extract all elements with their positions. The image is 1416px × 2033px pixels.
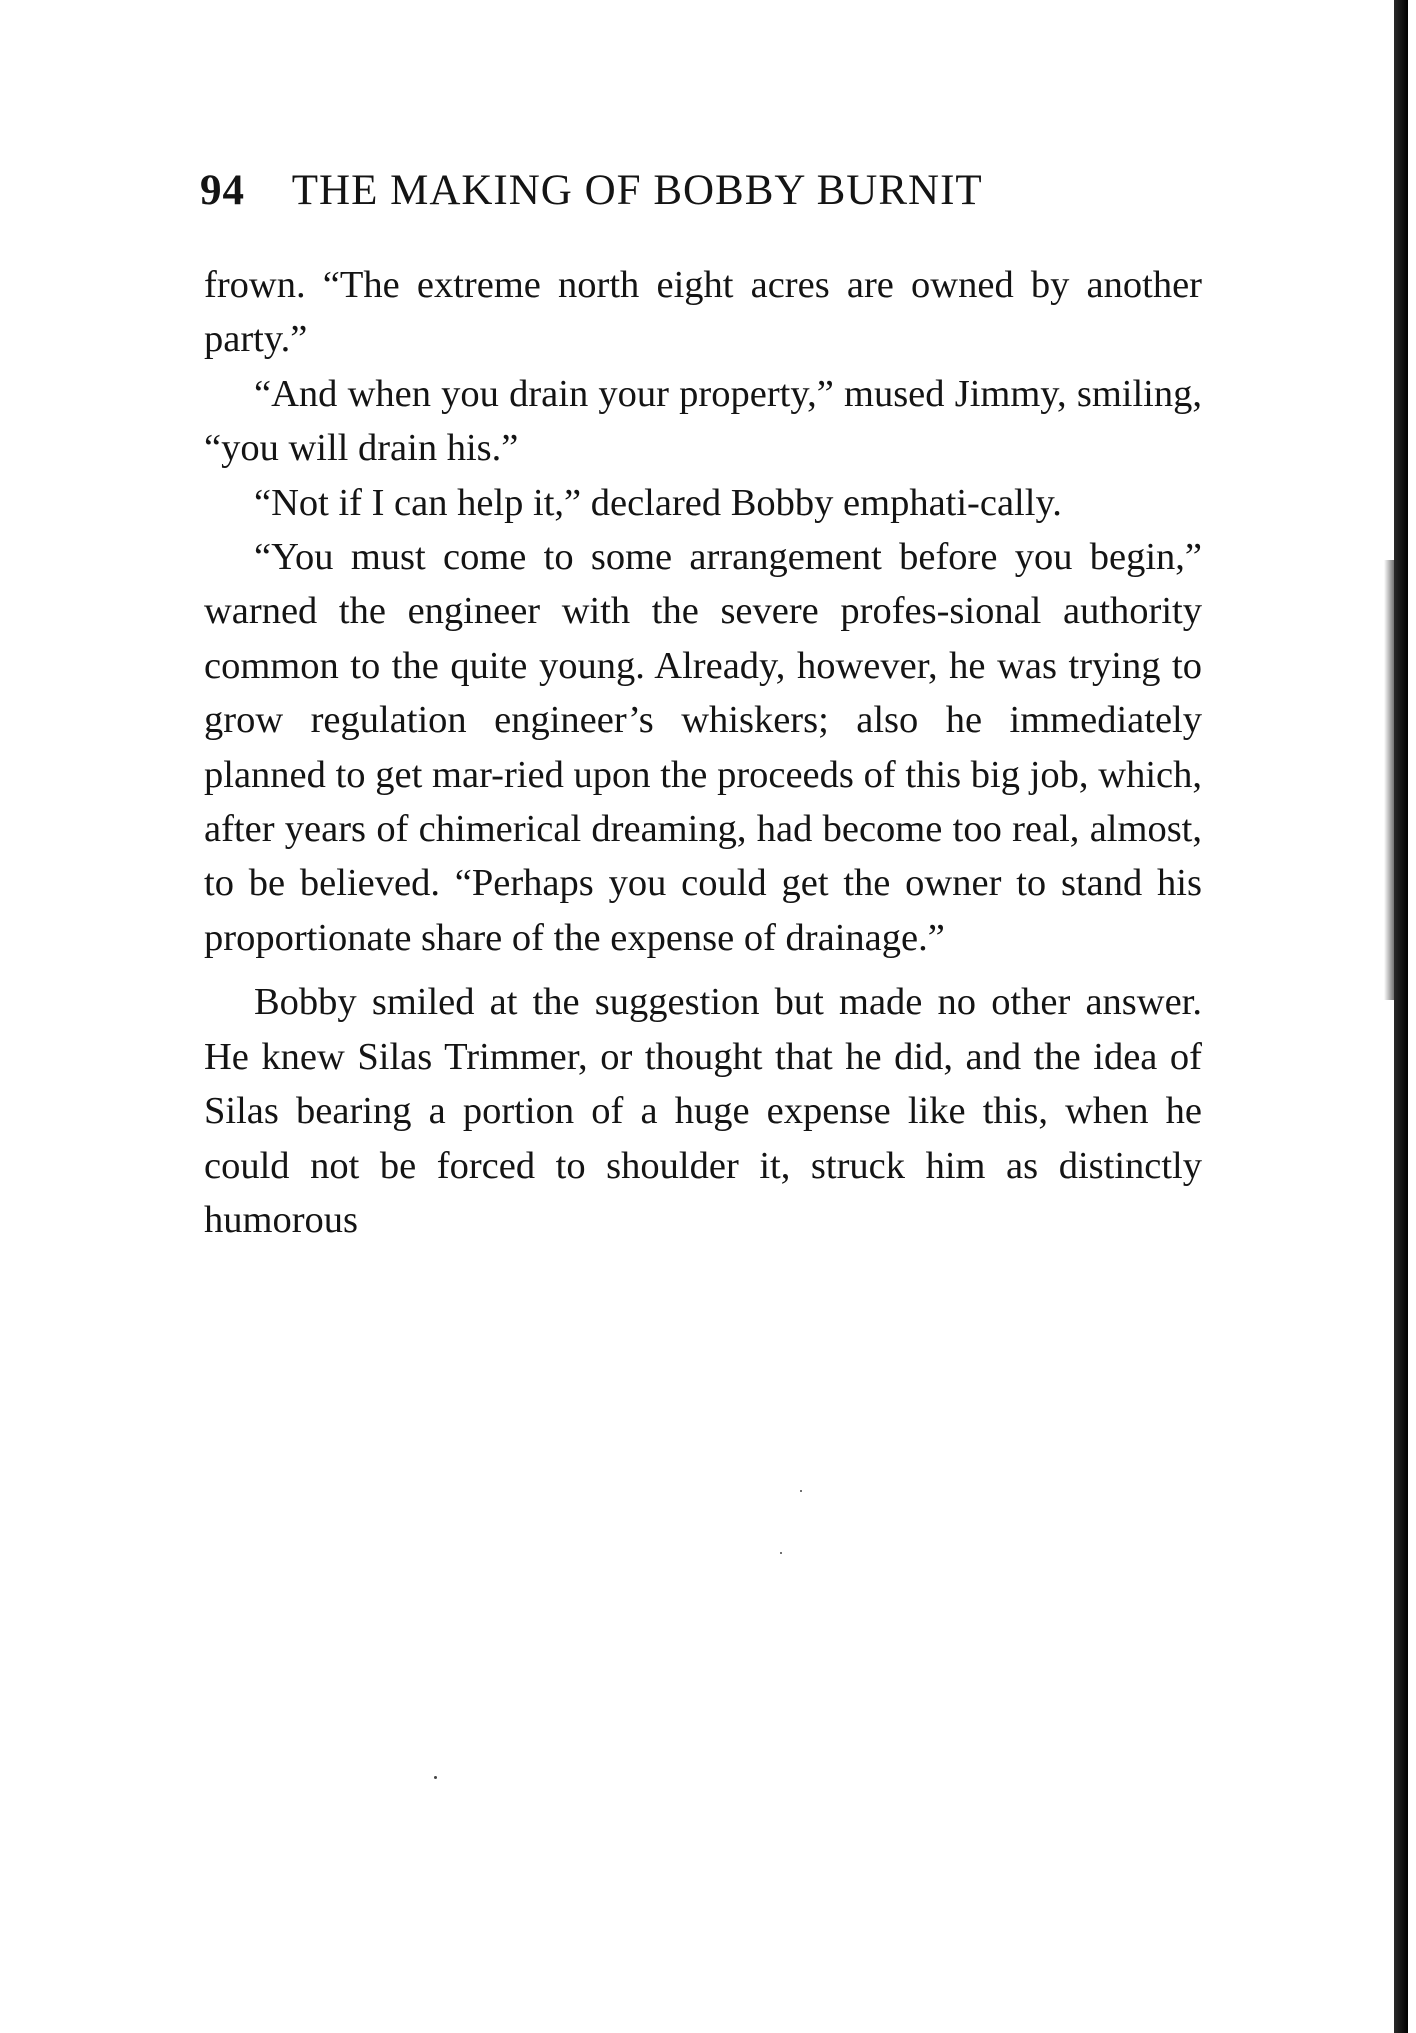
page-number: 94 [200, 167, 245, 214]
paragraph-jimmy: “And when you drain your property,” mused Jimmy, smiling, “you will drain his.” [204, 372, 1202, 470]
page-edge-shadow-inner [1384, 560, 1394, 1000]
paragraph-continuation: frown. “The extreme north eight acres are owned by another party.” [204, 264, 1202, 361]
print-speck [780, 1552, 782, 1554]
paragraph-bobby-smiled: Bobby smiled at the suggestion but made no other answer. He knew Silas Trimmer, or thought that he did, and the idea of Silas bearing a portion of a huge expense like this, when he could not be forced to shoulder it, struck him as distinctly humorous [204, 981, 1202, 1241]
book-title: THE MAKING OF BOBBY BURNIT [291, 167, 983, 214]
running-head [200, 163, 1100, 219]
paragraph-engineer: “You must come to some arrangement before you begin,” warned the engineer with the severe profes-sional authority common to the quite young. Already, however, he was trying to grow regulation engineer’s whiskers; also he immediately planned to get mar-ried upon the proceeds of this big job, which, after years of chimerical dreaming, had become too real, almost, to be believed. “Perhaps you could get the owner to stand his proportionate share of the expense of drainage.” [204, 536, 1202, 959]
paragraph-bobby-reply: “Not if I can help it,” declared Bobby emphati-cally. [254, 481, 1062, 524]
print-speck [434, 1776, 437, 1779]
body-text [204, 258, 1202, 1247]
page-edge-shadow [1394, 0, 1408, 2033]
print-speck [800, 1490, 802, 1492]
